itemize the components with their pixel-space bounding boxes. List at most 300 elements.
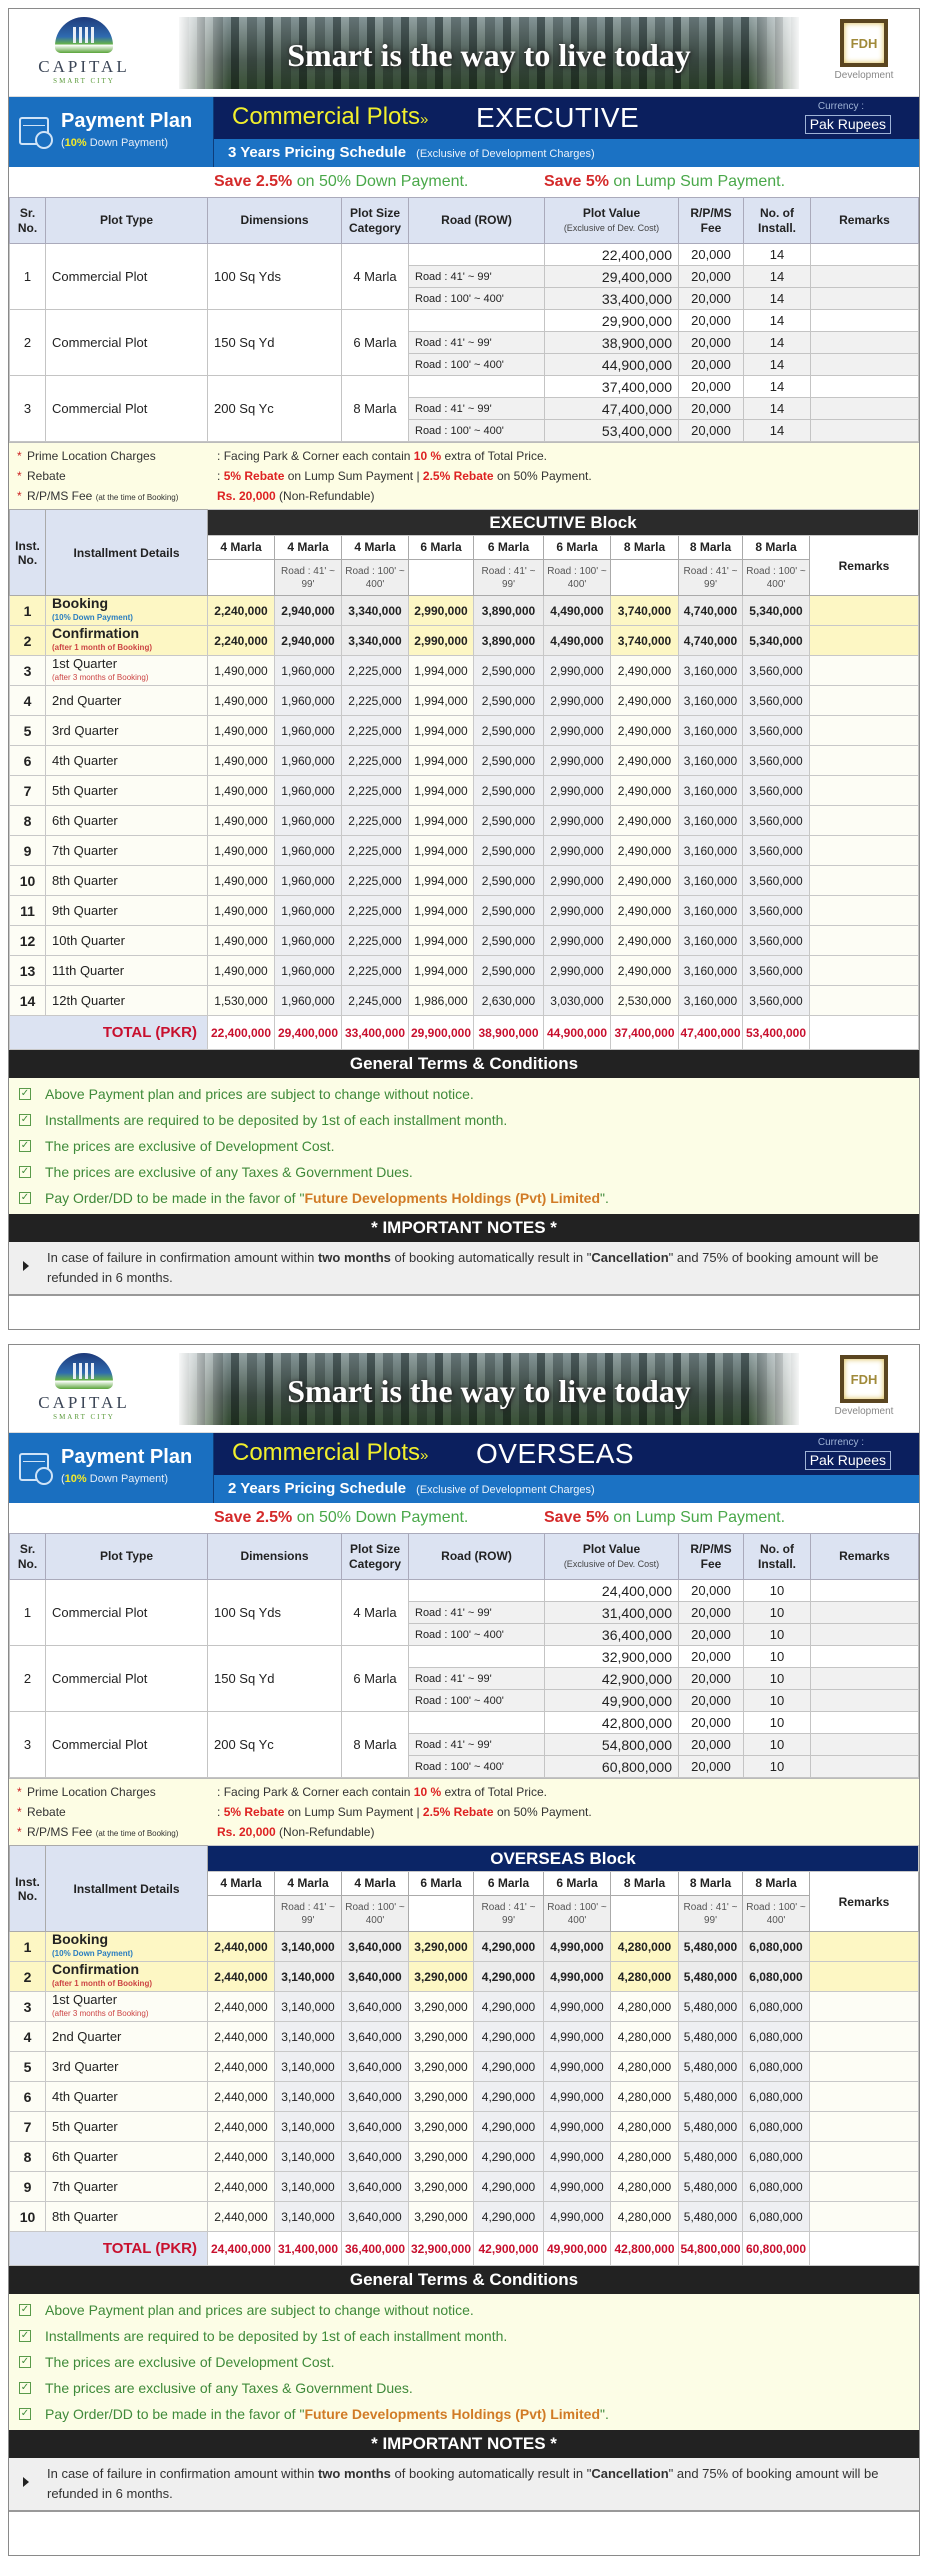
installment-amount: 2,225,000 xyxy=(342,836,409,866)
installment-amount: 6,080,000 xyxy=(743,1962,810,1992)
fee: 20,000 xyxy=(679,1646,744,1668)
installment-amount: 4,290,000 xyxy=(474,2172,544,2202)
remarks xyxy=(810,686,919,716)
col-header-road xyxy=(208,1896,275,1932)
road-row xyxy=(409,1580,545,1602)
installment-row xyxy=(10,2202,919,2232)
remarks xyxy=(810,806,919,836)
col-header-sr: Sr. No. xyxy=(10,1534,46,1580)
col-header-size: Plot Size Category xyxy=(342,1534,409,1580)
installment-amount: 2,990,000 xyxy=(544,746,611,776)
installments-count: 14 xyxy=(744,244,811,266)
installment-amount: 6,080,000 xyxy=(743,2082,810,2112)
fee: 20,000 xyxy=(679,310,744,332)
installment-amount: 2,440,000 xyxy=(208,2142,275,2172)
note-row xyxy=(17,486,911,506)
plot-type: Commercial Plot xyxy=(46,1646,208,1712)
installment-amount: 2,225,000 xyxy=(342,716,409,746)
banner-slogan: Smart is the way to live today xyxy=(287,1373,691,1409)
col-header-remarks: Remarks xyxy=(811,1534,919,1580)
installments-count: 14 xyxy=(744,398,811,420)
installment-amount: 2,590,000 xyxy=(474,926,544,956)
inst-no: 10 xyxy=(10,2202,46,2232)
installment-amount: 3,160,000 xyxy=(679,686,743,716)
logo-name: CAPITAL xyxy=(38,57,130,76)
plot-price-table xyxy=(9,1533,919,1778)
plot-value: 44,900,000 xyxy=(545,354,679,376)
plot-type: Commercial Plot xyxy=(46,376,208,442)
inst-no: 4 xyxy=(10,2022,46,2052)
installment-amount: 3,640,000 xyxy=(342,2112,409,2142)
col-header-size: 6 Marla xyxy=(409,1872,474,1896)
pricing-schedule: 3 Years Pricing Schedule (Exclusive of Development Charges) xyxy=(228,144,595,161)
col-header-size: Plot Size Category xyxy=(342,198,409,244)
installment-amount: 5,480,000 xyxy=(679,2172,743,2202)
installment-amount: 3,160,000 xyxy=(679,656,743,686)
road-row xyxy=(409,244,545,266)
banner-slogan: Smart is the way to live today xyxy=(287,37,691,73)
installment-amount: 3,160,000 xyxy=(679,836,743,866)
note-row xyxy=(17,446,911,466)
remarks xyxy=(810,716,919,746)
col-header-fee: R/P/MS Fee xyxy=(679,1534,744,1580)
installment-amount: 2,240,000 xyxy=(208,626,275,656)
installment-row xyxy=(10,836,919,866)
col-header-dimensions: Dimensions xyxy=(208,198,342,244)
installment-amount: 4,990,000 xyxy=(544,2202,611,2232)
installment-amount: 3,290,000 xyxy=(409,2172,474,2202)
installment-amount: 6,080,000 xyxy=(743,2202,810,2232)
payment-plan-title: Payment Plan xyxy=(61,1446,193,1468)
remarks xyxy=(810,926,919,956)
installment-amount: 2,245,000 xyxy=(342,986,409,1016)
col-header-size: 4 Marla xyxy=(342,1872,409,1896)
fdh-logo-subtitle: Development xyxy=(834,70,894,81)
plot-value: 38,900,000 xyxy=(545,332,679,354)
installment-amount: 2,990,000 xyxy=(544,866,611,896)
installment-amount: 2,225,000 xyxy=(342,956,409,986)
col-header-size: 6 Marla xyxy=(409,536,474,560)
remarks xyxy=(810,596,919,626)
asterisk-icon: * xyxy=(17,1825,22,1839)
installment-amount: 2,990,000 xyxy=(409,626,474,656)
dimensions: 200 Sq Yc xyxy=(208,376,342,442)
installment-amount: 1,490,000 xyxy=(208,866,275,896)
inst-details: 9th Quarter xyxy=(46,896,208,926)
installment-row xyxy=(10,926,919,956)
plot-value: 37,400,000 xyxy=(545,376,679,398)
fee: 20,000 xyxy=(679,1668,744,1690)
inst-no: 8 xyxy=(10,806,46,836)
remarks xyxy=(810,2052,919,2082)
installments-count: 10 xyxy=(744,1646,811,1668)
installment-amount: 2,590,000 xyxy=(474,746,544,776)
col-header-plot-value: Plot Value (Exclusive of Dev. Cost) xyxy=(545,1534,679,1580)
installment-amount: 3,890,000 xyxy=(474,626,544,656)
note-value: : 5% Rebate on Lump Sum Payment | 2.5% Rebate on 50% Payment. xyxy=(217,1805,592,1819)
inst-no: 4 xyxy=(10,686,46,716)
sr-no: 2 xyxy=(10,1646,46,1712)
payment-plan-document xyxy=(0,8,928,2556)
installment-amount: 3,290,000 xyxy=(409,2052,474,2082)
term-item: ✓ Above Payment plan and prices are subject to change without notice. xyxy=(20,1086,474,1102)
installment-amount: 1,994,000 xyxy=(409,776,474,806)
installment-amount: 6,080,000 xyxy=(743,1992,810,2022)
term-item: ✓ Above Payment plan and prices are subject to change without notice. xyxy=(20,2302,474,2318)
installments-count: 10 xyxy=(744,1668,811,1690)
total-amount: 53,400,000 xyxy=(743,1016,810,1050)
installment-row xyxy=(10,686,919,716)
col-header-road: Road : 41' ~ 99' xyxy=(679,1896,743,1932)
installment-row xyxy=(10,2172,919,2202)
installment-amount: 1,960,000 xyxy=(275,806,342,836)
installment-amount: 1,490,000 xyxy=(208,926,275,956)
road-row: Road : 41' ~ 99' xyxy=(409,1734,545,1756)
col-header-size: 4 Marla xyxy=(208,1872,275,1896)
dimensions: 100 Sq Yds xyxy=(208,244,342,310)
remarks xyxy=(811,1668,919,1690)
installment-amount: 3,140,000 xyxy=(275,2142,342,2172)
sr-no: 1 xyxy=(10,1580,46,1646)
installment-amount: 3,290,000 xyxy=(409,2082,474,2112)
inst-no: 7 xyxy=(10,776,46,806)
inst-details: 7th Quarter xyxy=(46,2172,208,2202)
plot-size: 4 Marla xyxy=(342,1580,409,1646)
note-key: Rebate xyxy=(27,1805,66,1819)
installment-amount: 1,994,000 xyxy=(409,866,474,896)
remarks xyxy=(810,2232,919,2266)
terms-list xyxy=(9,2294,919,2430)
installment-amount: 4,740,000 xyxy=(679,596,743,626)
installment-row xyxy=(10,1992,919,2022)
double-chevron-icon: » xyxy=(420,1447,429,1464)
term-item: ✓ The prices are exclusive of any Taxes & Government Dues. xyxy=(20,2380,413,2396)
col-header-size: 4 Marla xyxy=(208,536,275,560)
inst-details: Booking (10% Down Payment) xyxy=(46,1932,208,1962)
installment-amount: 1,530,000 xyxy=(208,986,275,1016)
road-row: Road : 41' ~ 99' xyxy=(409,332,545,354)
installment-amount: 2,630,000 xyxy=(474,986,544,1016)
asterisk-icon: * xyxy=(17,449,22,463)
savings-bar xyxy=(9,1503,919,1533)
installment-amount: 3,640,000 xyxy=(342,1932,409,1962)
installment-amount: 3,740,000 xyxy=(611,626,679,656)
installment-row xyxy=(10,896,919,926)
installment-amount: 2,490,000 xyxy=(611,656,679,686)
dimensions: 100 Sq Yds xyxy=(208,1580,342,1646)
fee: 20,000 xyxy=(679,1712,744,1734)
inst-no: 6 xyxy=(10,2082,46,2112)
plot-value: 42,900,000 xyxy=(545,1668,679,1690)
plot-table-row xyxy=(10,1580,919,1602)
installment-amount: 3,340,000 xyxy=(342,626,409,656)
installment-amount: 4,990,000 xyxy=(544,2022,611,2052)
col-header-inst-no: Inst. No. xyxy=(10,1846,46,1932)
installments-count: 10 xyxy=(744,1580,811,1602)
installment-amount: 2,225,000 xyxy=(342,806,409,836)
logo-subtitle: SMART CITY xyxy=(53,1413,115,1421)
checkbox-checked-icon: ✓ xyxy=(20,1192,30,1203)
installment-amount: 3,160,000 xyxy=(679,776,743,806)
inst-details: 1st Quarter (after 3 months of Booking) xyxy=(46,656,208,686)
col-header-road xyxy=(409,560,474,596)
installments-count: 14 xyxy=(744,420,811,442)
col-header-road xyxy=(611,560,679,596)
col-header-size: 6 Marla xyxy=(544,1872,611,1896)
fee: 20,000 xyxy=(679,420,744,442)
installment-amount: 3,290,000 xyxy=(409,1962,474,1992)
installment-amount: 5,480,000 xyxy=(679,2142,743,2172)
installment-row xyxy=(10,746,919,776)
installment-amount: 5,480,000 xyxy=(679,2052,743,2082)
plot-size: 8 Marla xyxy=(342,1712,409,1778)
installment-row xyxy=(10,806,919,836)
col-header-size: 8 Marla xyxy=(743,1872,810,1896)
installment-amount: 2,225,000 xyxy=(342,746,409,776)
installment-amount: 4,280,000 xyxy=(611,2112,679,2142)
installment-amount: 1,994,000 xyxy=(409,686,474,716)
installment-amount: 2,440,000 xyxy=(208,2052,275,2082)
col-header-plot-value: Plot Value (Exclusive of Dev. Cost) xyxy=(545,198,679,244)
installment-amount: 2,990,000 xyxy=(544,806,611,836)
payment-plan-sheet xyxy=(8,1344,920,2556)
installment-amount: 3,640,000 xyxy=(342,2142,409,2172)
asterisk-icon: * xyxy=(17,469,22,483)
road-row: Road : 100' ~ 400' xyxy=(409,1690,545,1712)
installment-row xyxy=(10,986,919,1016)
installment-amount: 4,290,000 xyxy=(474,2052,544,2082)
total-amount: 31,400,000 xyxy=(275,2232,342,2266)
fee: 20,000 xyxy=(679,376,744,398)
bullet-triangle-icon xyxy=(23,2477,29,2487)
installment-amount: 4,990,000 xyxy=(544,2082,611,2112)
installment-amount: 1,960,000 xyxy=(275,716,342,746)
installment-amount: 2,490,000 xyxy=(611,806,679,836)
col-header-size: 8 Marla xyxy=(611,536,679,560)
installment-row xyxy=(10,716,919,746)
installment-amount: 2,990,000 xyxy=(544,896,611,926)
installment-amount: 3,640,000 xyxy=(342,2172,409,2202)
col-header-road: Road (ROW) xyxy=(409,1534,545,1580)
inst-details: 7th Quarter xyxy=(46,836,208,866)
remarks xyxy=(810,1016,919,1050)
note-value: : Facing Park & Corner each contain 10 % extra of Total Price. xyxy=(217,1785,547,1799)
inst-no: 10 xyxy=(10,866,46,896)
note-row xyxy=(17,1802,911,1822)
remarks xyxy=(811,420,919,442)
installment-row xyxy=(10,596,919,626)
installment-amount: 2,940,000 xyxy=(275,626,342,656)
installment-row xyxy=(10,866,919,896)
remarks xyxy=(811,310,919,332)
col-header-details: Installment Details xyxy=(46,1846,208,1932)
block-title-row xyxy=(10,1846,919,1872)
installment-amount: 1,490,000 xyxy=(208,746,275,776)
installment-amount: 3,640,000 xyxy=(342,1962,409,1992)
term-item: ✓ The prices are exclusive of Development Cost. xyxy=(20,2354,335,2370)
plot-value: 33,400,000 xyxy=(545,288,679,310)
inst-details: 5th Quarter xyxy=(46,776,208,806)
installment-amount: 2,990,000 xyxy=(544,956,611,986)
installment-amount: 5,480,000 xyxy=(679,1932,743,1962)
inst-no: 2 xyxy=(10,626,46,656)
installment-amount: 2,225,000 xyxy=(342,776,409,806)
logo-subtitle: SMART CITY xyxy=(53,77,115,85)
block-name: EXECUTIVE xyxy=(476,102,640,133)
installment-row xyxy=(10,2022,919,2052)
checkbox-checked-icon: ✓ xyxy=(20,1140,30,1151)
installment-amount: 3,290,000 xyxy=(409,2142,474,2172)
note-value: Rs. 20,000 (Non-Refundable) xyxy=(217,489,375,503)
installment-amount: 3,560,000 xyxy=(743,656,810,686)
inst-no: 9 xyxy=(10,2172,46,2202)
inst-details: Booking (10% Down Payment) xyxy=(46,596,208,626)
installment-amount: 3,640,000 xyxy=(342,2022,409,2052)
installment-amount: 2,490,000 xyxy=(611,686,679,716)
installment-amount: 4,990,000 xyxy=(544,2112,611,2142)
installment-amount: 4,290,000 xyxy=(474,2082,544,2112)
inst-details: 3rd Quarter xyxy=(46,2052,208,2082)
col-header-size: 6 Marla xyxy=(544,536,611,560)
installment-amount: 1,490,000 xyxy=(208,836,275,866)
term-item: ✓ Pay Order/DD to be made in the favor of " Future Developments Holdings (Pvt) Limited ". xyxy=(20,1190,609,1206)
road-row xyxy=(409,1712,545,1734)
plot-type: Commercial Plot xyxy=(46,1712,208,1778)
calendar-clock-icon xyxy=(19,1453,49,1481)
savings-offer: Save 5% on Lump Sum Payment. xyxy=(544,1509,786,1526)
installment-amount: 4,990,000 xyxy=(544,2052,611,2082)
installment-amount: 1,994,000 xyxy=(409,656,474,686)
installment-amount: 2,590,000 xyxy=(474,806,544,836)
col-header-size: 4 Marla xyxy=(342,536,409,560)
double-chevron-icon: » xyxy=(420,111,429,128)
sr-no: 3 xyxy=(10,376,46,442)
col-header-sr: Sr. No. xyxy=(10,198,46,244)
remarks xyxy=(811,376,919,398)
installment-amount: 3,160,000 xyxy=(679,986,743,1016)
installments-count: 14 xyxy=(744,376,811,398)
plan-title-bar xyxy=(9,1433,919,1503)
plot-value: 42,800,000 xyxy=(545,1712,679,1734)
plot-table-row xyxy=(10,1646,919,1668)
installments-count: 10 xyxy=(744,1756,811,1778)
remarks xyxy=(811,1580,919,1602)
installment-amount: 4,280,000 xyxy=(611,2082,679,2112)
checkbox-checked-icon: ✓ xyxy=(20,2356,30,2367)
installment-row xyxy=(10,2082,919,2112)
installment-row xyxy=(10,2112,919,2142)
fee: 20,000 xyxy=(679,1734,744,1756)
total-amount: 32,900,000 xyxy=(409,2232,474,2266)
installment-amount: 5,480,000 xyxy=(679,2022,743,2052)
installment-amount: 4,290,000 xyxy=(474,1992,544,2022)
pricing-schedule: 2 Years Pricing Schedule (Exclusive of Development Charges) xyxy=(228,1480,595,1497)
fdh-logo xyxy=(829,19,899,81)
road-row: Road : 100' ~ 400' xyxy=(409,420,545,442)
plot-price-table xyxy=(9,197,919,442)
inst-no: 6 xyxy=(10,746,46,776)
col-header-road: Road : 100' ~ 400' xyxy=(544,560,611,596)
col-header-road xyxy=(611,1896,679,1932)
col-header-plot-type: Plot Type xyxy=(46,198,208,244)
inst-no: 1 xyxy=(10,1932,46,1962)
col-header-details: Installment Details xyxy=(46,510,208,596)
city-banner-image xyxy=(179,17,799,89)
plot-table-row xyxy=(10,244,919,266)
inst-no: 11 xyxy=(10,896,46,926)
installments-count: 14 xyxy=(744,332,811,354)
installment-amount: 3,140,000 xyxy=(275,2022,342,2052)
installment-amount: 3,160,000 xyxy=(679,956,743,986)
col-header-dimensions: Dimensions xyxy=(208,1534,342,1580)
inst-details: 11th Quarter xyxy=(46,956,208,986)
plot-value: 54,800,000 xyxy=(545,1734,679,1756)
installment-amount: 1,490,000 xyxy=(208,896,275,926)
total-row xyxy=(10,1016,919,1050)
installment-amount: 4,290,000 xyxy=(474,2142,544,2172)
total-label: TOTAL (PKR) xyxy=(10,1016,208,1050)
installment-amount: 4,490,000 xyxy=(544,626,611,656)
installment-amount: 1,490,000 xyxy=(208,686,275,716)
installment-amount: 4,990,000 xyxy=(544,2172,611,2202)
note-key: Prime Location Charges xyxy=(27,449,156,463)
remarks xyxy=(811,332,919,354)
installment-amount: 4,290,000 xyxy=(474,1962,544,1992)
checkbox-checked-icon: ✓ xyxy=(20,2382,30,2393)
installment-amount: 2,590,000 xyxy=(474,896,544,926)
installment-row xyxy=(10,2052,919,2082)
total-amount: 38,900,000 xyxy=(474,1016,544,1050)
total-amount: 44,900,000 xyxy=(544,1016,611,1050)
installment-amount: 2,225,000 xyxy=(342,926,409,956)
inst-no: 7 xyxy=(10,2112,46,2142)
col-header-plot-type: Plot Type xyxy=(46,1534,208,1580)
note-key: R/P/MS Fee (at the time of Booking) xyxy=(27,1825,179,1839)
inst-details: 2nd Quarter xyxy=(46,686,208,716)
savings-offer: Save 5% on Lump Sum Payment. xyxy=(544,173,786,190)
installment-table xyxy=(9,509,919,1050)
plot-table-row xyxy=(10,1712,919,1734)
term-item: ✓ Pay Order/DD to be made in the favor of " Future Developments Holdings (Pvt) Limited ". xyxy=(20,2406,609,2422)
installment-amount: 2,490,000 xyxy=(611,836,679,866)
installment-amount: 2,490,000 xyxy=(611,866,679,896)
remarks xyxy=(811,1646,919,1668)
total-amount: 22,400,000 xyxy=(208,1016,275,1050)
installment-amount: 1,960,000 xyxy=(275,656,342,686)
installment-amount: 2,490,000 xyxy=(611,776,679,806)
plot-value: 24,400,000 xyxy=(545,1580,679,1602)
installment-amount: 3,160,000 xyxy=(679,866,743,896)
installments-count: 10 xyxy=(744,1624,811,1646)
terms-list xyxy=(9,1078,919,1214)
remarks xyxy=(810,866,919,896)
checkbox-checked-icon: ✓ xyxy=(20,1088,30,1099)
block-title-row xyxy=(10,510,919,536)
inst-details: 4th Quarter xyxy=(46,746,208,776)
installment-amount: 4,990,000 xyxy=(544,1932,611,1962)
installment-amount: 2,490,000 xyxy=(611,926,679,956)
col-header-size: 8 Marla xyxy=(743,536,810,560)
plot-type: Commercial Plot xyxy=(46,1580,208,1646)
payment-plan-sheet xyxy=(8,8,920,1330)
currency-value: Pak Rupees xyxy=(805,1451,891,1470)
installment-amount: 1,960,000 xyxy=(275,776,342,806)
installment-amount: 5,480,000 xyxy=(679,2202,743,2232)
installment-amount: 3,160,000 xyxy=(679,746,743,776)
city-skyline-icon xyxy=(55,17,113,53)
remarks xyxy=(810,2022,919,2052)
installment-amount: 3,160,000 xyxy=(679,716,743,746)
